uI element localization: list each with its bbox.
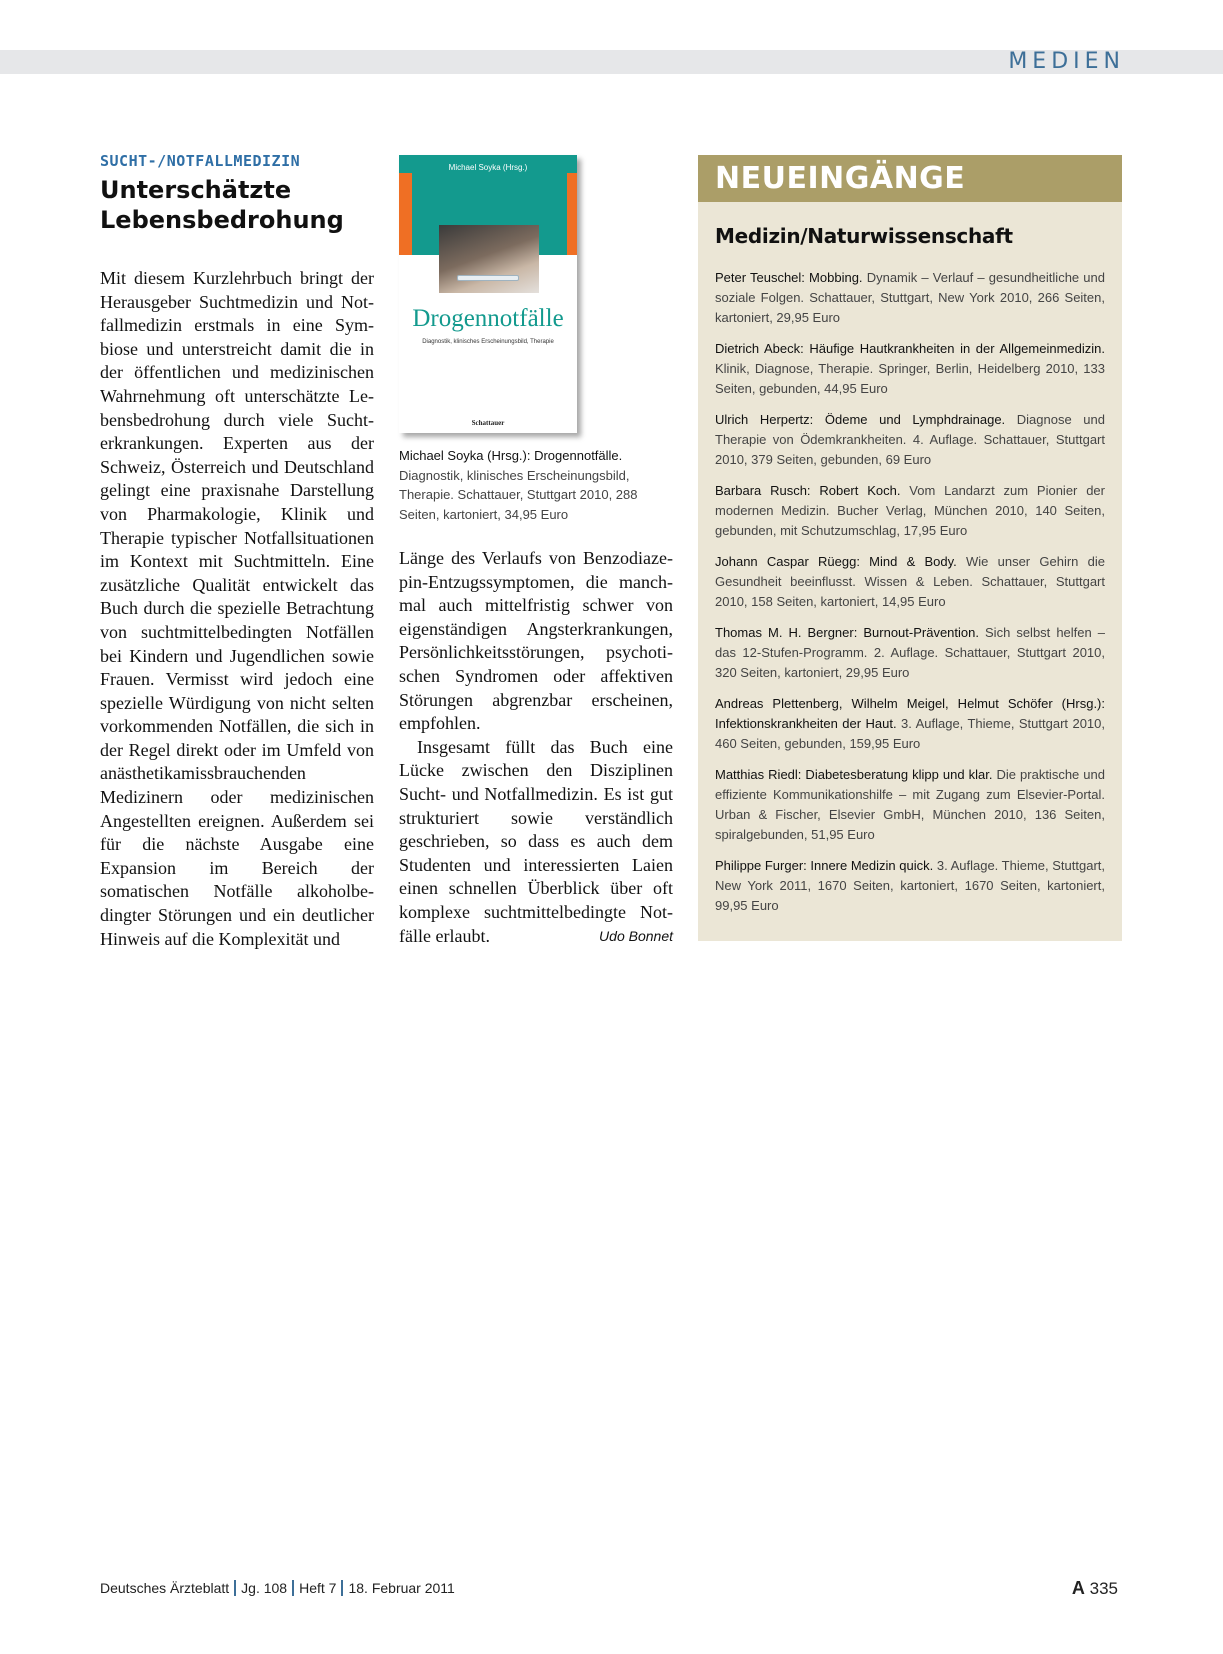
entry-title: Peter Teuschel: Mobbing.	[715, 270, 863, 285]
article-paragraph: Länge des Verlaufs von Benzodiazepin-Entzugssymptomen, die manchmal auch mittelfristig schwer von eigenständigen Angsterkrankungen, Persönlichkeitsstörungen, psychotischen Syndromen oder affektiven Störungen abgrenzbar erscheinen, empfohlen.	[399, 548, 673, 734]
list-item	[715, 623, 1105, 683]
entry-details: Wie unser Gehirn die Gesundheit beeinflusst. Wissen & Leben. Schattauer, Stuttgart 2010, 158 Seiten, kartoniert, 14,95 Euro	[715, 554, 1105, 609]
entry-title: Johann Caspar Rüegg: Mind & Body.	[715, 554, 957, 569]
article-column-1: Mit diesem Kurzlehrbuch bringt der Herausgeber Suchtmedizin und Notfallmedizin erstmals in eine Symbiose und unterstreicht damit die in der öffentlichen und medizinischen Wahrnehmung oft unterschätzte Lebensbedrohung durch viele Suchterkrankungen. Experten aus der Schweiz, Österreich und Deutschland gelingt eine praxisnahe Darstellung von Pharmakologie, Klinik und Therapie typischer Notfallsituationen im Kontext mit Suchtmitteln. Eine zusätzliche Qualität entwickelt das Buch durch die spezielle Betrachtung von suchtmittelbedingten Notfällen bei Kindern und Jugendlichen sowie Frauen. Vermisst wird jedoch eine spezielle Würdigung von nicht selten vorkommenden Notfällen, die sich in der Regel direkt oder im Umfeld von anästhetikamissbrauchenden Medizinern oder medizinischen Angestellten ereignen. Außerdem sei für die nächste Ausgabe eine Expansion im Bereich der somatischen Notfälle alkoholbedingter Störungen und ein deutlicher Hinweis auf die Komplexität und	[100, 268, 374, 949]
list-item	[715, 268, 1105, 328]
list-item	[715, 481, 1105, 541]
entry-title: Matthias Riedl: Diabetesberatung klipp und klar.	[715, 767, 993, 782]
entry-details: Sich selbst helfen – das 12-Stufen-Programm. 2. Auflage. Schattauer, Stuttgart 2010, 320 Seiten, kartoniert, 29,95 Euro	[715, 625, 1105, 680]
footer-divider	[292, 1580, 294, 1596]
article-paragraph	[399, 736, 673, 948]
caption-title: Michael Soyka (Hrsg.): Drogennotfälle.	[399, 448, 623, 463]
footer-divider	[341, 1580, 343, 1596]
cover-subtitle: Diagnostik, klinisches Erscheinungsbild, Therapie	[422, 339, 554, 345]
new-arrivals-subtitle: Medizin/Naturwissenschaft	[715, 224, 1013, 248]
new-arrivals-list	[715, 268, 1105, 916]
cover-orange-bar-left	[399, 173, 412, 255]
entry-title: Ulrich Herpertz: Ödeme und Lymphdrainage.	[715, 412, 1006, 427]
syringe-icon	[457, 275, 519, 281]
section-label: MEDIEN	[1008, 49, 1125, 74]
article-title: Unterschätzte Lebensbedrohung	[100, 176, 344, 234]
list-item	[715, 694, 1105, 754]
article-paragraph-text: Insgesamt füllt das Buch eine Lücke zwischen den Disziplinen Sucht- und Notfallmedizin. Es ist gut strukturiert sowie verständlich geschrieben, so dass es auch dem Studenten und interessierten Laien einen schnellen Überblick über oft komplexe suchtmittelbedingte Notfälle erlaubt.	[399, 736, 673, 946]
list-item	[715, 339, 1105, 399]
list-item	[715, 856, 1105, 916]
entry-title: Thomas M. H. Bergner: Burnout-Prävention.	[715, 625, 979, 640]
entry-title: Philippe Furger: Innere Medizin quick.	[715, 858, 934, 873]
entry-title: Andreas Plettenberg, Wilhelm Meigel, Helmut Schöfer (Hrsg.): Infektionskrankheiten der Haut.	[715, 696, 1105, 731]
page-number-value: 335	[1089, 1579, 1118, 1598]
caption-details: Diagnostik, klinisches Erscheinungsbild, Therapie. Schattauer, Stuttgart 2010, 288 Seiten, kartoniert, 34,95 Euro	[399, 467, 638, 522]
journal-volume: Jg. 108	[241, 1580, 288, 1596]
cover-publisher: Schattauer	[471, 419, 505, 427]
article-author: Udo Bonnet	[599, 927, 673, 944]
entry-title: Dietrich Abeck: Häufige Hautkrankheiten in der Allgemeinmedizin.	[715, 341, 1105, 356]
cover-title: Drogennotfälle	[412, 305, 564, 332]
list-item	[715, 765, 1105, 845]
cover-editor: Michael Soyka (Hrsg.)	[448, 163, 528, 172]
new-arrivals-box	[698, 155, 1122, 941]
list-item	[715, 410, 1105, 470]
cover-orange-bar-right	[567, 173, 577, 255]
page-number	[1072, 1578, 1118, 1599]
book-cover	[399, 155, 577, 433]
book-caption	[399, 446, 675, 524]
journal-name: Deutsches Ärzteblatt	[100, 1580, 230, 1596]
entry-details: 3. Auflage, Thieme, Stuttgart 2010, 460 Seiten, gebunden, 159,95 Euro	[715, 716, 1105, 751]
list-item	[715, 552, 1105, 612]
entry-details: Dynamik – Verlauf – gesundheitliche und soziale Folgen. Schattauer, Stuttgart, New York 2010, 266 Seiten, kartoniert, 29,95 Euro	[715, 270, 1105, 325]
journal-date: 18. Februar 2011	[348, 1580, 455, 1596]
article-column-2	[399, 547, 673, 948]
footer-divider	[234, 1580, 236, 1596]
entry-title: Barbara Rusch: Robert Koch.	[715, 483, 901, 498]
entry-details: Vom Landarzt zum Pionier der modernen Medizin. Bucher Verlag, München 2010, 140 Seiten, gebunden, mit Schutzumschlag, 17,95 Euro	[715, 483, 1105, 538]
new-arrivals-title: NEUEINGÄNGE	[698, 155, 1122, 202]
page-footer	[100, 1580, 455, 1596]
entry-details: Diagnose und Therapie von Ödemkrankheiten. 4. Auflage. Schattauer, Stuttgart 2010, 379 Seiten, gebunden, 69 Euro	[715, 412, 1105, 467]
entry-details: 3. Auflage. Thieme, Stuttgart, New York 2011, 1670 Seiten, kartoniert, 1670 Seiten, kartoniert, 99,95 Euro	[715, 858, 1105, 913]
article-kicker: SUCHT-/NOTFALLMEDIZIN	[100, 152, 301, 170]
entry-details: Die praktische und effiziente Kommunikationshilfe – mit Zugang zum Elsevier-Portal. Urban & Fischer, Elsevier GmbH, München 2010, 136 Seiten, spiralgebunden, 51,95 Euro	[715, 767, 1105, 842]
entry-details: Klinik, Diagnose, Therapie. Springer, Berlin, Heidelberg 2010, 133 Seiten, gebunden, 44,95 Euro	[715, 361, 1105, 396]
cover-photo	[439, 225, 539, 293]
page-letter: A	[1071, 1578, 1085, 1598]
journal-issue: Heft 7	[299, 1580, 337, 1596]
